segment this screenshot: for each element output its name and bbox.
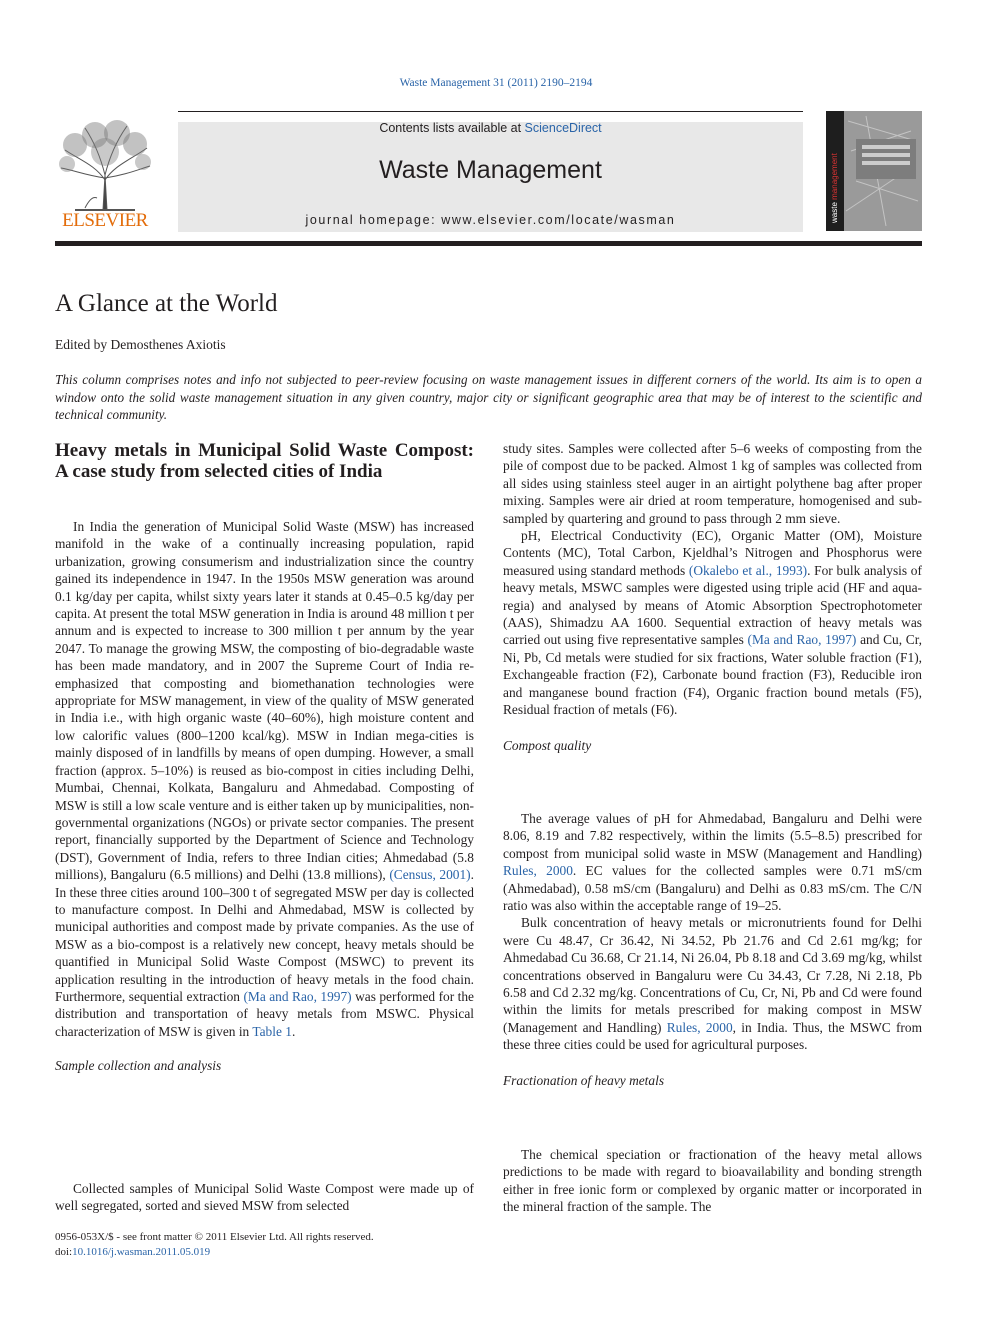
intro-text-2: . In these three cities around 100–300 t of segregated MSW per day is collected to manufacture compost. In Delhi and Ahmedabad, MSW is collected by municipal authorities and compost made by private companies. As the use of MSW as a bio-compost is a relatively new concept, heavy metals should be quantified in Municipal Solid Waste Compost (MSWC) to prevent its application resulting in the introduction of heavy metals in the food chain. Furthermore, sequential extraction (55, 867, 474, 1004)
contents-prefix: Contents lists available at (379, 121, 525, 135)
intro-text-1: In India the generation of Municipal Solid Waste (MSW) has increased manifold in the wake of a continually increasing population, rapid urbanization, growing consumerism and industrialization since the country gained its independence in 1947. In the 1950s MSW generation was around 0.1 kg/day per capita, whilst sixty years later it stands at 0.45–0.5 kg/day per capita. At present the total MSW generation in India is around 48 million t per annum and is expected to increase to 300 million t per annum by the year 2047. To manage the growing MSW, the composting of bio-degradable waste has been made mandatory, and in 2007 the Supreme Court of India re-emphasized that composting and biomethanation technologies were appropriate for MSW management, in view of the quality of MSW generated in India i.e., with high organic waste (40–60%), high moisture content and low calorific values (800–1200 kcal/kg). MSW in Indian mega-cities is mainly disposed of in landfills by means of open dumping. However, a small fraction (approx. 5–10%) is reused as bio-compost in cities including Delhi, Mumbai, Chennai, Kolkata, Bangaluru and Ahmedabad. Composting of MSW is still a low scale venture and is either taken up by municipalities, non-governmental organizations (NGOs) or private sector companies. The present report, financially supported by the Department of Science and Technology (DST), Government of India, refers to three Indian cities; Ahmedabad (5.8 millions), Bangaluru (6.5 millions) and Delhi (13.8 millions), (55, 519, 474, 883)
quality-column (503, 810, 922, 1089)
cover-word-management: management (830, 153, 839, 200)
svg-text:waste management (830, 152, 839, 224)
quality-text-3: Bulk concentration of heavy metals or micronutrients found for Delhi were Cu 48.47, Cr 36.42, Ni 34.52, Pb 21.76 and Cd 2.61 mg/kg; for Ahmedabad Cu 36.68, Cr 21.14, Ni 26.04, Pb 8.18 and Cd 3.69 mg/kg, whilst concentrations observed in Bangaluru were Cu 34.43, Cr 7.28, Ni 2.18, Pb 6.58 and Cd 2.32 mg/kg. Concentrations of Cu, Cr, Ni, Pb and Cd were found within the limits for metals prescribed for making compost in MSW (Management and Handling) (503, 915, 922, 1035)
doi-prefix: doi: (55, 1245, 73, 1258)
quality-paragraph-1 (503, 810, 922, 914)
quality-text-2: . EC values for the collected samples were 0.71 mS/cm (Ahmedabad), 0.58 mS/cm (Bangaluru) and Delhi as 0.83 mS/cm. The C/N ratio was also within the acceptable range of 19–25. (503, 863, 922, 914)
sample-paragraph-cont: study sites. Samples were collected after 5–6 weeks of composting from the pile of compost due to be packed. Almost 1 kg of samples was collected from all sides using stainless steel auger in an airtight polythene bag after proper mixing. Samples were air dried at room temperature, homogenised and sub-sampled by quartering and ground to pass through 2 mm sieve. (503, 441, 922, 526)
doi-link[interactable]: 10.1016/j.wasman.2011.05.019 (72, 1245, 211, 1258)
fractionation-column (503, 1146, 922, 1216)
quality-text-4: , in India. Thus, the MSWC from these three cities could be used for agricultural purposes. (503, 1019, 922, 1053)
sciencedirect-link[interactable]: ScienceDirect (524, 121, 602, 135)
column-title: A Glance at the World (55, 290, 278, 317)
ref-table-1[interactable]: Table 1 (252, 1023, 292, 1039)
journal-title: Waste Management (379, 156, 602, 184)
intro-paragraph (55, 518, 474, 1040)
cover-word-waste: waste (830, 202, 839, 223)
fractionation-paragraph: The chemical speciation or fractionation of the heavy metal allows predictions to be made with regard to bioavailability and bonding strength either in free ionic form or complexed by organic matter or incorporated in the mineral fraction of the sample. The (503, 1147, 922, 1215)
ref-rules-2000[interactable]: Rules, 2000 (503, 863, 573, 879)
elsevier-wordmark: ELSEVIER (62, 210, 148, 231)
ref-ma-rao-1997-2[interactable]: (Ma and Rao, 1997) (747, 632, 857, 648)
intro-text-4: . (291, 1023, 296, 1039)
sample-column-2 (503, 440, 922, 754)
intro-column (55, 518, 474, 1075)
journal-cover-image (826, 111, 922, 231)
heading-fractionation: Fractionation of heavy metals (503, 1072, 665, 1088)
doi-line (55, 1245, 374, 1260)
methods-text-3: and Cu, Cr, Ni, Pb, Cd metals were studied for six fractions, Water soluble fraction (F1), Exchangeable fraction (F2), Carbonate bound fraction (F3), Reducible iron and manganese bound fraction (F4), Organic fraction bound metals (F5), Residual fraction of metals (F6). (503, 632, 922, 718)
article-title: Heavy metals in Municipal Solid Waste Compost: A case study from selected cities of India (55, 440, 474, 482)
journal-citation[interactable]: Waste Management 31 (2011) 2190–2194 (399, 77, 593, 89)
heading-sample-collection: Sample collection and analysis (55, 1058, 222, 1074)
column-description: This column comprises notes and info not subjected to peer-review focusing on waste management issues in different corners of the world. Its aim is to open a window onto the solid waste management situation in any given country, major city or significant geographic area that may be of interest to the scientific and technical community. (55, 372, 922, 422)
intro-text-3: was performed for the distribution and transportation of heavy metals from MSWC. Physical characterization of MSW is given in (55, 988, 474, 1039)
header-divider (55, 241, 922, 246)
header-top-rule (178, 111, 803, 112)
methods-text-1: pH, Electrical Conductivity (EC), Organic Matter (OM), Moisture Contents (MC), Total Carbon, Kjeldhal’s Nitrogen and Phosphorus were measured using standard methods (503, 528, 922, 578)
contents-line (178, 121, 803, 135)
column-editor: Edited by Demosthenes Axiotis (55, 337, 226, 352)
journal-homepage[interactable]: journal homepage: www.elsevier.com/locate/wasman (305, 213, 676, 227)
page-footer (55, 1230, 374, 1259)
ref-rules-2000-2[interactable]: Rules, 2000 (666, 1019, 733, 1035)
ref-okalebo-1993[interactable]: (Okalebo et al., 1993) (688, 562, 808, 578)
sample-paragraph-start: Collected samples of Municipal Solid Waste Compost were made up of well segregated, sorted and sieved MSW from selected (55, 1181, 474, 1214)
heading-compost-quality: Compost quality (503, 737, 592, 753)
methods-text-2: . For bulk analysis of heavy metals, MSWC samples were digested using triple acid (HF and aqua-regia) and analysed by means of Atomic Absorption Spectrophotometer (AAS), Shimadzu AA 1600. Sequential extraction of heavy metals was carried out using five representative samples (503, 562, 922, 648)
sample-column-1 (55, 1180, 474, 1215)
quality-paragraph-2 (503, 914, 922, 1053)
methods-paragraph (503, 527, 922, 718)
quality-text-1: The average values of pH for Ahmedabad, Bangaluru and Delhi were 8.06, 8.19 and 7.82 respectively, within the limits (5.5–8.5) prescribed for compost from municipal solid waste in MSW (Management and Handling) (503, 811, 922, 861)
ref-ma-rao-1997[interactable]: (Ma and Rao, 1997) (243, 988, 352, 1004)
copyright-line: 0956-053X/$ - see front matter © 2011 Elsevier Ltd. All rights reserved. (55, 1231, 374, 1243)
ref-census-2001[interactable]: (Census, 2001) (389, 867, 471, 883)
